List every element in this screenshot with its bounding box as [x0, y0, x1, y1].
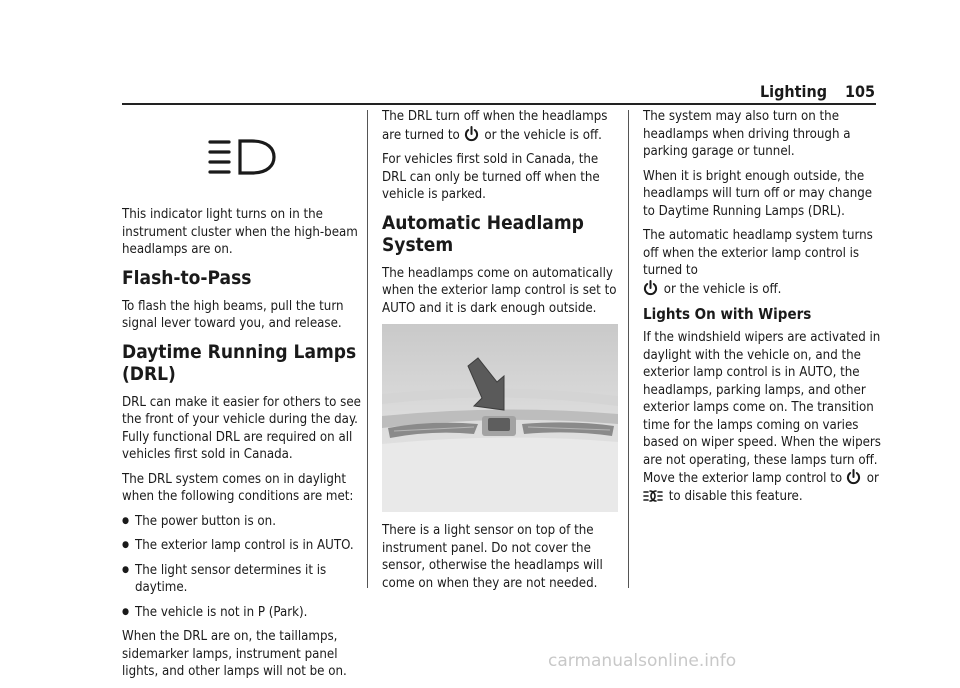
wipers-text: If the windshield wipers are activated in daylight with the vehicle on, and the exterior lamp control is in AUTO, the headlamps, parking lamps, and other exterior lamps come on. The transition time for the lamps coming on varies based on wiper speed. When the wipers are not operating, these lamps turn off. Move the exterior lamp control to or to disable this feature.: [643, 330, 881, 504]
page-number: 105: [844, 82, 875, 101]
column-divider: [367, 110, 368, 588]
column-1: [122, 108, 362, 688]
watermark: carmanualsonline.info: [548, 651, 737, 671]
indicator-text: This indicator light turns on in the instrument cluster when the high-beam headlamps are on.: [122, 207, 358, 257]
list-item: ● The exterior lamp control is in AUTO.: [122, 537, 362, 555]
lights-on-wipers-heading: Lights On with Wipers: [643, 305, 812, 323]
list-item: ● The vehicle is not in P (Park).: [122, 604, 362, 622]
flash-to-pass-text: To flash the high beams, pull the turn signal lever toward you, and release.: [122, 298, 344, 331]
drl-off-text: The DRL turn off when the headlamps are turned to or the vehicle is off.: [382, 109, 608, 143]
drl-heading: Daytime Running Lamps (DRL): [122, 340, 357, 385]
parking-lamp-icon: [643, 489, 663, 503]
drl-paragraph: When the DRL are on, the taillamps, sidemarker lamps, instrument panel lights, and other lamps will not be on.: [122, 629, 347, 679]
column-2: [382, 108, 622, 599]
conditions-list: [122, 513, 362, 622]
auto-off-text: The automatic headlamp system turns off when the exterior lamp control is turned to or the vehicle is off.: [643, 228, 873, 297]
power-icon: [846, 469, 861, 485]
list-item: ● The light sensor determines it is daytime.: [122, 562, 362, 597]
list-item: ● The power button is on.: [122, 513, 362, 531]
light-sensor-text: There is a light sensor on top of the instrument panel. Do not cover the sensor, otherwise the headlamps will come on when they are not needed.: [382, 523, 603, 591]
column-divider: [628, 110, 629, 588]
drl-paragraph: DRL can make it easier for others to see the front of your vehicle during the day. Fully functional DRL are required on all vehicles first sold in Canada.: [122, 394, 361, 462]
high-beam-icon: [207, 137, 277, 177]
light-sensor-photo: [382, 324, 618, 512]
section-title: Lighting: [760, 82, 828, 101]
power-icon: [464, 126, 479, 142]
flash-to-pass-heading: Flash-to-Pass: [122, 266, 252, 289]
high-beam-indicator: [122, 108, 362, 206]
automatic-headlamp-text: The headlamps come on automatically when the exterior lamp control is set to AUTO and it is dark enough outside.: [382, 265, 617, 316]
canada-text: For vehicles first sold in Canada, the DRL can only be turned off when the vehicle is parked.: [382, 152, 600, 202]
parking-garage-text: The system may also turn on the headlamps when driving through a parking garage or tunnel.: [643, 109, 851, 159]
drl-paragraph: The DRL system comes on in daylight when the following conditions are met:: [122, 471, 354, 504]
automatic-headlamp-heading: Automatic Headlamp System: [382, 211, 584, 256]
bright-outside-text: When it is bright enough outside, the headlamps will turn off or may change to Daytime Running Lamps (DRL).: [643, 168, 873, 219]
power-icon: [643, 280, 658, 296]
header-rule: [122, 103, 876, 105]
column-3: [643, 108, 883, 512]
